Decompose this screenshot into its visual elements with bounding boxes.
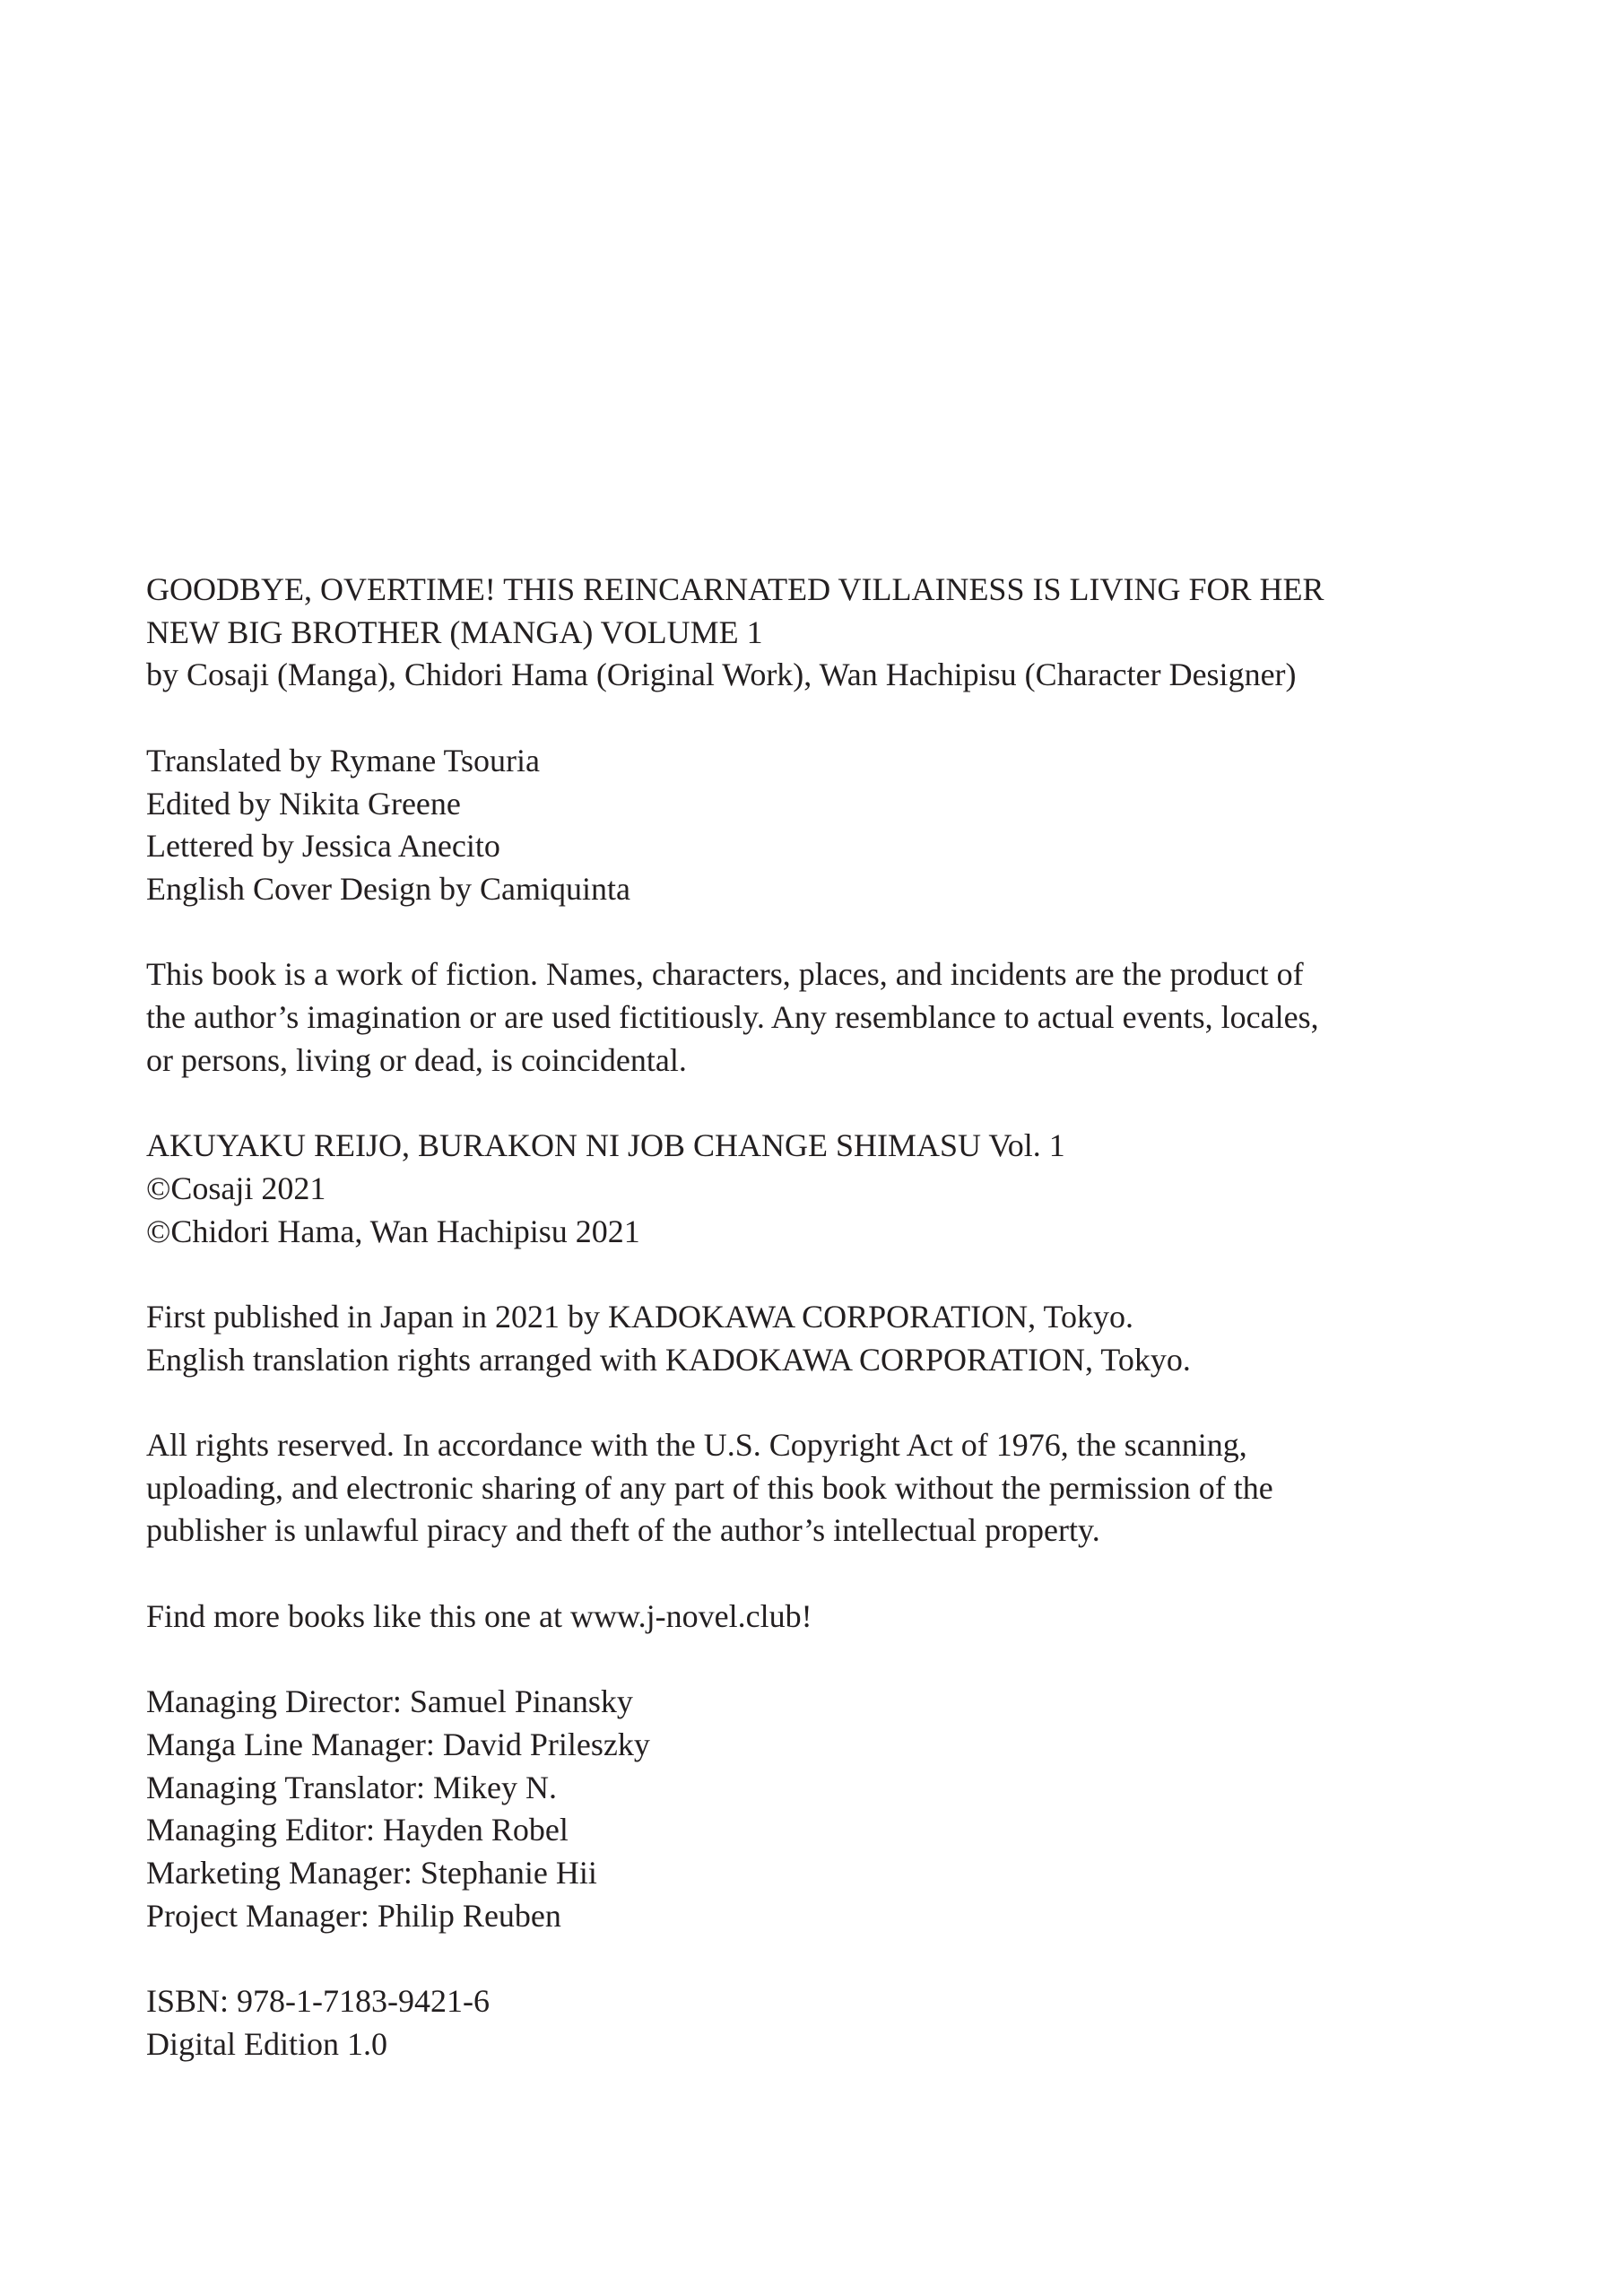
text-line: ISBN: 978-1-7183-9421-6 (146, 1983, 490, 2020)
publication-info (146, 1296, 1491, 1381)
text-line: Manga Line Manager: David Prileszky (146, 1726, 650, 1762)
staff-list (146, 1681, 1491, 1937)
original-title-block (146, 1125, 1491, 1253)
text-line: Managing Editor: Hayden Robel (146, 1812, 569, 1848)
text-line: English Cover Design by Camiquinta (146, 870, 630, 907)
text-line: uploading, and electronic sharing of any part of this book without the permission of the (146, 1469, 1273, 1506)
fiction-disclaimer (146, 953, 1491, 1082)
text-line: Find more books like this one at www.j-novel.club! (146, 1597, 812, 1634)
text-line: English translation rights arranged with KADOKAWA CORPORATION, Tokyo. (146, 1341, 1191, 1378)
text-line: Managing Translator: Mikey N. (146, 1769, 557, 1805)
text-line: Digital Edition 1.0 (146, 2025, 387, 2062)
website-note (146, 1596, 1491, 1639)
text-line: or persons, living or dead, is coincidental. (146, 1041, 687, 1078)
isbn-block (146, 1980, 1491, 2066)
text-line: Managing Director: Samuel Pinansky (146, 1683, 633, 1720)
text-line: by Cosaji (Manga), Chidori Hama (Original Work), Wan Hachipisu (Character Designer) (146, 657, 1297, 693)
text-line: First published in Japan in 2021 by KADOKAWA CORPORATION, Tokyo. (146, 1298, 1133, 1335)
text-line: publisher is unlawful piracy and theft of the author’s intellectual property. (146, 1512, 1100, 1549)
text-line: AKUYAKU REIJO, BURAKON NI JOB CHANGE SHIMASU Vol. 1 (146, 1127, 1065, 1164)
text-line: GOODBYE, OVERTIME! THIS REINCARNATED VILLAINESS IS LIVING FOR HER (146, 571, 1324, 607)
text-line: Edited by Nikita Greene (146, 785, 461, 822)
text-line: NEW BIG BROTHER (MANGA) VOLUME 1 (146, 613, 763, 650)
text-line: ©Chidori Hama, Wan Hachipisu 2021 (146, 1213, 640, 1249)
rights-notice (146, 1424, 1491, 1552)
text-line: Project Manager: Philip Reuben (146, 1897, 561, 1934)
text-line: the author’s imagination or are used fictitiously. Any resemblance to actual events, locales, (146, 999, 1319, 1035)
credits-block (146, 740, 1491, 911)
text-line: All rights reserved. In accordance with the U.S. Copyright Act of 1976, the scanning, (146, 1426, 1247, 1463)
text-line: Lettered by Jessica Anecito (146, 828, 500, 865)
text-line: Translated by Rymane Tsouria (146, 742, 540, 778)
text-line: ©Cosaji 2021 (146, 1170, 326, 1206)
text-line: This book is a work of fiction. Names, characters, places, and incidents are the product of (146, 956, 1304, 993)
copyright-page (146, 569, 1491, 2109)
text-line: Marketing Manager: Stephanie Hii (146, 1854, 597, 1891)
title-block (146, 569, 1491, 697)
